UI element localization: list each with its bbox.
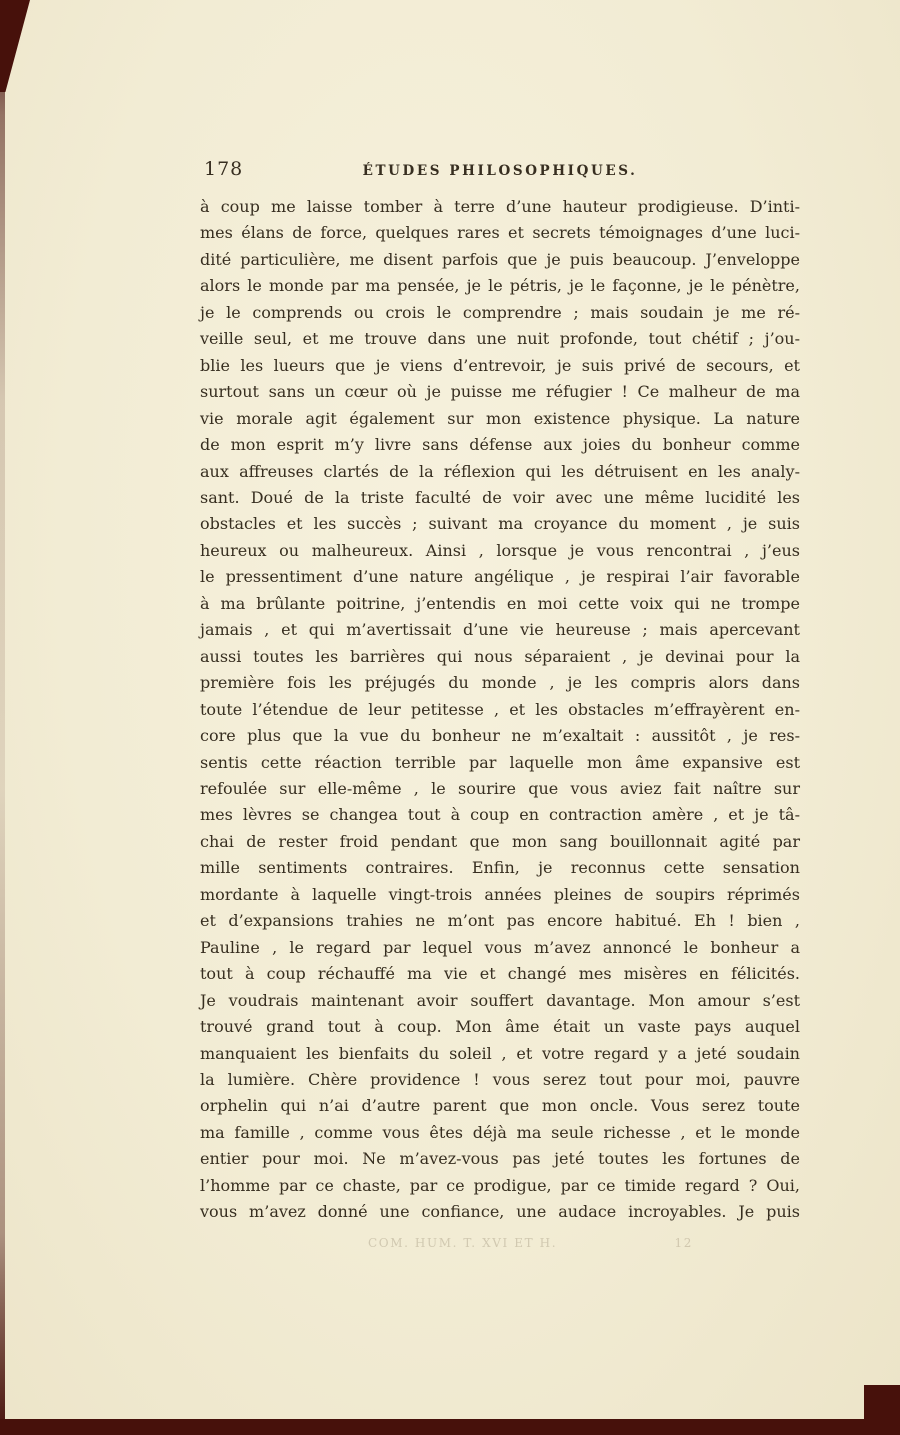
text-line: manquaient les bienfaits du soleil , et votre regard y a jeté soudain (200, 1043, 800, 1063)
text-line: aussi toutes les barrières qui nous séparaient , je devinai pour la (200, 646, 800, 666)
text-line: et d’expansions trahies ne m’ont pas encore habitué. Eh ! bien , (200, 911, 800, 931)
text-line: core plus que la vue du bonheur ne m’exaltait : aussitôt , je res- (200, 726, 800, 746)
text-line: première fois les préjugés du monde , je les compris alors dans (200, 673, 800, 693)
text-line: orphelin qui n’ai d’autre parent que mon oncle. Vous serez toute (200, 1096, 800, 1116)
text-line: alors le monde par ma pensée, je le pétris, je le façonne, je le pénètre, (200, 276, 800, 296)
text-line: mes élans de force, quelques rares et secrets témoignages d’une luci- (200, 223, 800, 243)
text-line: ma famille , comme vous êtes déjà ma seule richesse , et le monde (200, 1122, 800, 1142)
text-line: l’homme par ce chaste, par ce prodigue, par ce timide regard ? Oui, (200, 1175, 800, 1195)
text-line: Pauline , le regard par lequel vous m’avez annoncé le bonheur a (200, 937, 800, 957)
text-line: entier pour moi. Ne m’avez-vous pas jeté toutes les fortunes de (200, 1149, 800, 1169)
text-line: dité particulière, me disent parfois que je puis beaucoup. J’enveloppe (200, 249, 800, 269)
text-line: de mon esprit m’y livre sans défense aux joies du bonheur comme (200, 435, 800, 455)
text-line: la lumière. Chère providence ! vous serez tout pour moi, pauvre (200, 1069, 800, 1089)
text-line: je le comprends ou crois le comprendre ; mais soudain je me ré- (200, 302, 800, 322)
text-line: toute l’étendue de leur petitesse , et les obstacles m’effrayèrent en- (200, 699, 800, 719)
text-line: trouvé grand tout à coup. Mon âme était un vaste pays auquel (200, 1017, 800, 1037)
page-number: 178 (204, 158, 244, 180)
text-line: à coup me laisse tomber à terre d’une hauteur prodigieuse. D’inti- (200, 197, 800, 216)
text-line: Je voudrais maintenant avoir souffert davantage. Mon amour s’est (200, 990, 800, 1010)
text-line: mes lèvres se changea tout à coup en contraction amère , et je tâ- (200, 805, 800, 825)
signature-text: COM. HUM. T. XVI ET H. (368, 1236, 558, 1250)
printer-signature (200, 1236, 800, 1250)
text-line: à ma brûlante poitrine, j’entendis en moi cette voix qui ne trompe (200, 593, 800, 613)
text-line: mordante à laquelle vingt-trois années pleines de soupirs réprimés (200, 884, 800, 904)
text-line: sentis cette réaction terrible par laquelle mon âme expansive est (200, 752, 800, 772)
text-line: obstacles et les succès ; suivant ma croyance du moment , je suis (200, 514, 800, 534)
text-line: le pressentiment d’une nature angélique , je respirai l’air favorable (200, 567, 800, 587)
text-line: mille sentiments contraires. Enfin, je reconnus cette sensation (200, 858, 800, 878)
text-line: sant. Doué de la triste faculté de voir avec une même lucidité les (200, 487, 800, 507)
binding-edge-bottom-right (864, 1385, 900, 1435)
text-line: surtout sans un cœur où je puisse me réfugier ! Ce malheur de ma (200, 382, 800, 402)
signature-number: 12 (674, 1236, 694, 1250)
binding-edge-left (0, 0, 5, 1435)
text-line: jamais , et qui m’avertissait d’une vie heureuse ; mais apercevant (200, 620, 800, 640)
text-line: blie les lueurs que je viens d’entrevoir, je suis privé de secours, et (200, 355, 800, 375)
text-line: vous m’avez donné une confiance, une audace incroyables. Je puis (200, 1202, 800, 1222)
page-header (200, 156, 800, 190)
text-line: veille seul, et me trouve dans une nuit profonde, tout chétif ; j’ou- (200, 329, 800, 349)
text-line: heureux ou malheureux. Ainsi , lorsque je vous rencontrai , j’eus (200, 540, 800, 560)
binding-edge-bottom (0, 1419, 900, 1435)
body-text (200, 194, 800, 1226)
text-line: tout à coup réchauffé ma vie et changé mes misères en félicités. (200, 964, 800, 984)
text-line: vie morale agit également sur mon existence physique. La nature (200, 408, 800, 428)
running-title: ÉTUDES PHILOSOPHIQUES. (362, 163, 638, 179)
text-line: aux affreuses clartés de la réflexion qui les détruisent en les analy- (200, 461, 800, 481)
text-line: chai de rester froid pendant que mon sang bouillonnait agité par (200, 831, 800, 851)
text-line: refoulée sur elle-même , le sourire que vous aviez fait naître sur (200, 778, 800, 798)
